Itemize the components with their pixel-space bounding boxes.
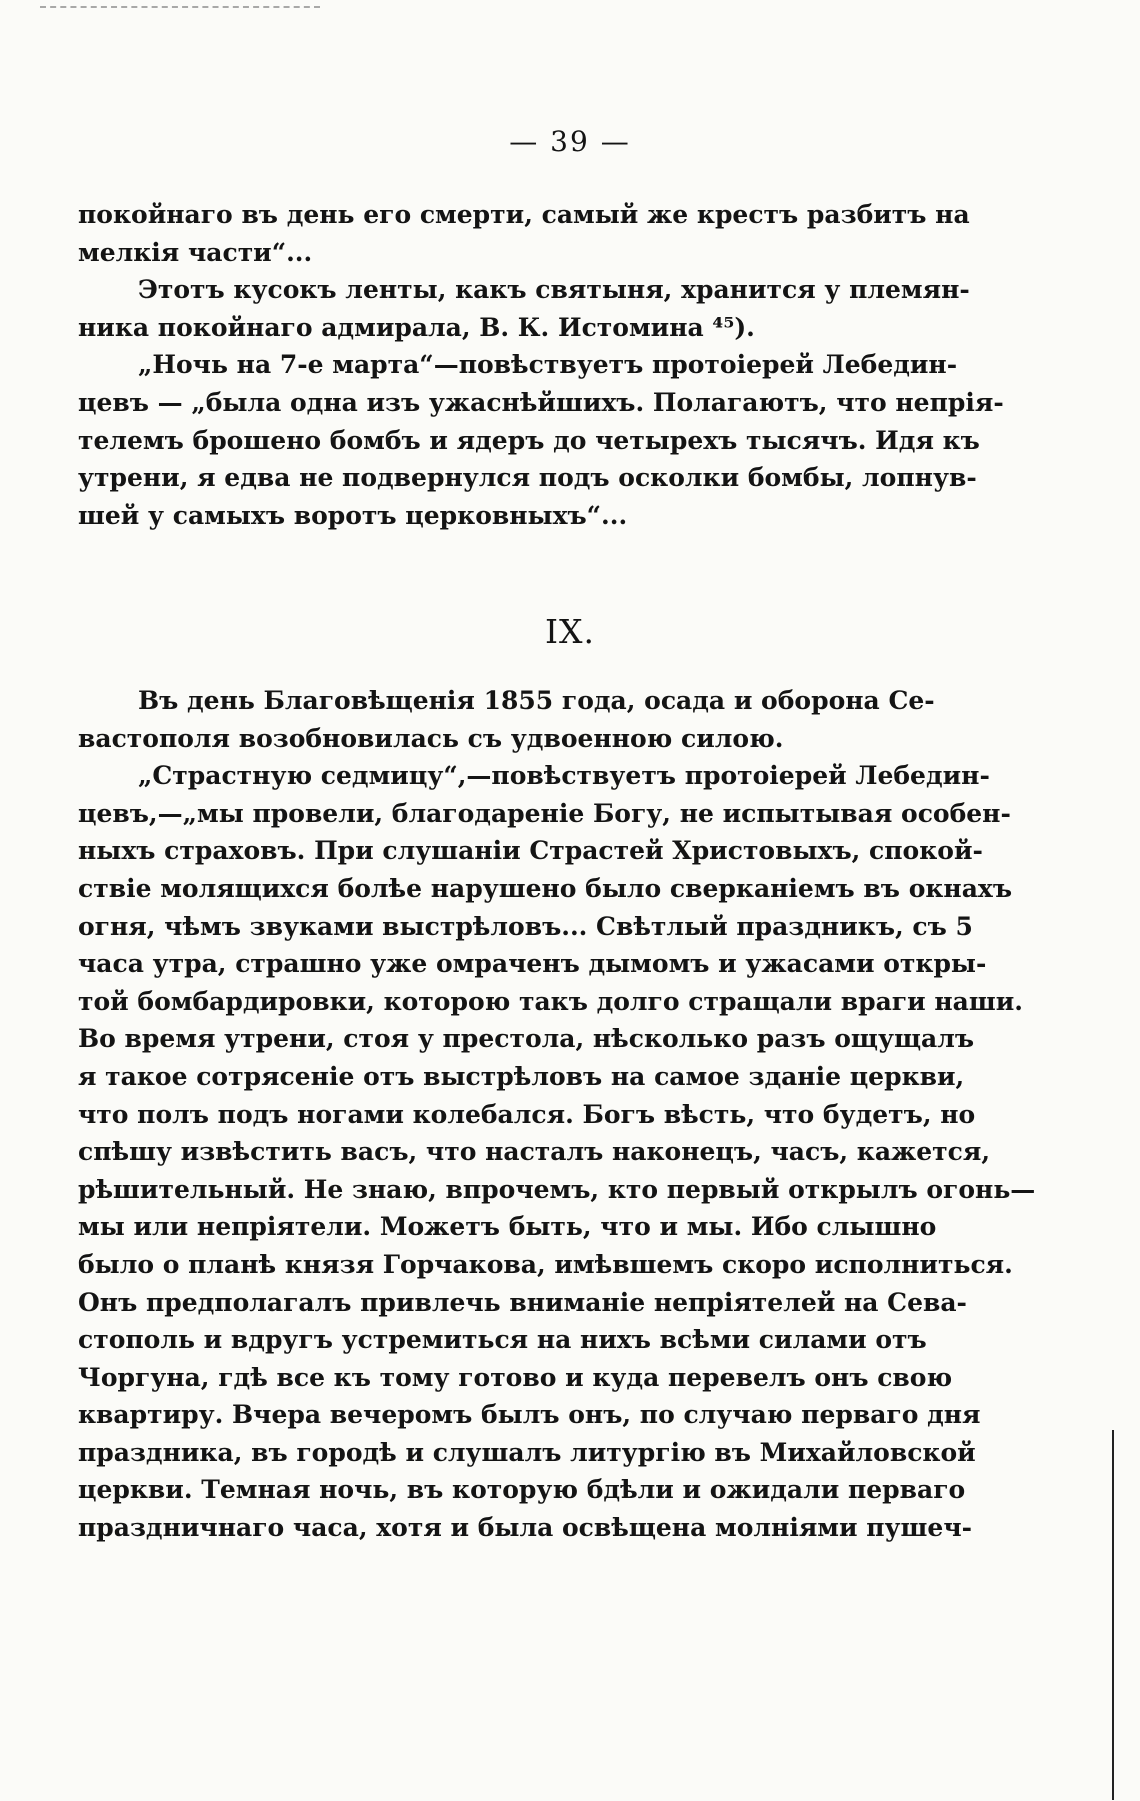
text-line: цевъ,—„мы провели, благодареніе Богу, не испытывая особен-: [78, 798, 1011, 828]
text-line: ныхъ страховъ. При слушаніи Страстей Христовыхъ, спокой-: [78, 836, 983, 866]
text-line: Онъ предполагалъ привлечь вниманіе непріятелей на Сева-: [78, 1287, 967, 1317]
text-line: ствіе молящихся болѣе нарушено было сверканіемъ въ окнахъ: [78, 873, 1012, 903]
text-line: Въ день Благовѣщенія 1855 года, осада и оборона Се-: [138, 686, 935, 715]
text-line: рѣшительный. Не знаю, впрочемъ, кто первый открылъ огонь—: [78, 1174, 1036, 1204]
text-line: вастополя возобновилась съ удвоенною силою.: [78, 723, 784, 753]
text-line: Чоргуна, гдѣ все къ тому готово и куда перевелъ онъ свою: [78, 1362, 953, 1392]
text-line: стополь и вдругъ устремиться на нихъ всѣми силами отъ: [78, 1325, 927, 1355]
text-line: огня, чѣмъ звуками выстрѣловъ... Свѣтлый праздникъ, съ 5: [78, 911, 973, 941]
text-line: церкви. Темная ночь, въ которую бдѣли и ожидали перваго: [78, 1475, 966, 1505]
text-line: утрени, я едва не подвернулся подъ осколки бомбы, лопнув-: [78, 463, 977, 493]
text-line: телемъ брошено бомбъ и ядеръ до четырехъ тысячъ. Идя къ: [78, 425, 980, 455]
text-line: часа утра, страшно уже омраченъ дымомъ и ужасами откры-: [78, 949, 987, 979]
section-heading: IX.: [544, 612, 596, 651]
text-block-main: [78, 682, 1036, 1547]
text-line: той бомбардировки, которою такъ долго стращали враги наши.: [78, 986, 1023, 1016]
text-line: квартиру. Вчера вечеромъ былъ онъ, по случаю перваго дня: [78, 1400, 981, 1430]
text-line: было о планѣ князя Горчакова, имѣвшемъ скоро исполниться.: [78, 1249, 1013, 1279]
text-block-top: [78, 196, 1004, 534]
text-line: Этотъ кусокъ ленты, какъ святыня, хранится у племян-: [138, 275, 970, 305]
text-line: мелкія части“...: [78, 237, 313, 267]
text-line: покойнаго въ день его смерти, самый же крестъ разбитъ на: [78, 200, 970, 229]
text-line: я такое сотрясеніе отъ выстрѣловъ на самое зданіе церкви,: [78, 1061, 965, 1091]
top-scan-rule: [40, 6, 320, 10]
text-line: „Ночь на 7-е марта“—повѣствуетъ протоіерей Лебедин-: [138, 350, 958, 380]
page-edge-line: [1112, 1430, 1114, 1800]
page-number: — 39 —: [509, 125, 631, 158]
text-line: что полъ подъ ногами колебался. Богъ вѣсть, что будетъ, но: [78, 1099, 976, 1129]
text-line: праздничнаго часа, хотя и была освѣщена молніями пушеч-: [78, 1513, 973, 1543]
text-line: ника покойнаго адмирала, В. К. Истомина ⁴⁵).: [78, 312, 755, 342]
text-line: шей у самыхъ воротъ церковныхъ“...: [78, 500, 628, 530]
text-line: цевъ — „была одна изъ ужаснѣйшихъ. Полагаютъ, что непрія-: [78, 387, 1004, 417]
text-line: мы или непріятели. Можетъ быть, что и мы. Ибо слышно: [78, 1212, 937, 1242]
text-line: Во время утрени, стоя у престола, нѣсколько разъ ощущалъ: [78, 1024, 975, 1054]
text-line: праздника, въ городѣ и слушалъ литургію въ Михайловской: [78, 1437, 976, 1467]
text-line: спѣшу извѣстить васъ, что насталъ наконецъ, часъ, кажется,: [78, 1137, 991, 1167]
text-line: „Страстную седмицу“,—повѣствуетъ протоіерей Лебедин-: [138, 761, 990, 791]
